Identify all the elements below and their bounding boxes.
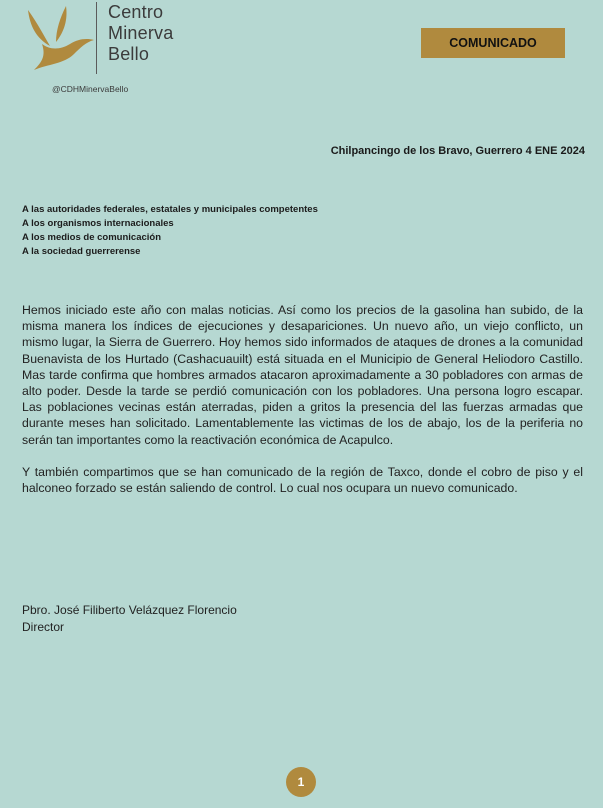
- statement-body: [22, 302, 583, 496]
- signatory-title: Director: [22, 619, 65, 634]
- dove-logo-icon: [20, 4, 100, 72]
- org-name-line: Minerva: [108, 23, 174, 43]
- org-name-line: Centro: [108, 2, 164, 22]
- social-handle: @CDHMinervaBello: [52, 84, 129, 94]
- recipient-line: A los organismos internacionales: [22, 218, 174, 229]
- org-name: [108, 2, 173, 65]
- signature-block: [22, 602, 237, 635]
- signatory-name: Pbro. José Filiberto Velázquez Florencio: [22, 603, 237, 617]
- comunicado-badge: COMUNICADO: [421, 28, 565, 58]
- body-paragraph: Y también compartimos que se han comunicado de la región de Taxco, donde el cobro de piso y el halconeo forzado se están saliendo de control. Lo cual nos ocupara un nuevo comunicado.: [22, 464, 583, 496]
- recipient-line: A la sociedad guerrerense: [22, 246, 141, 257]
- recipients-list: [22, 203, 318, 259]
- place-date: Chilpancingo de los Bravo, Guerrero 4 ENE 2024: [330, 145, 585, 157]
- recipient-line: A las autoridades federales, estatales y municipales competentes: [22, 204, 318, 215]
- org-name-line: Bello: [108, 44, 150, 64]
- logo-divider: [96, 2, 97, 74]
- page-number: 1: [286, 767, 316, 797]
- body-paragraph: Hemos iniciado este año con malas noticias. Así como los precios de la gasolina han subido, de la misma manera los índices de ejecuciones y desapariciones. Un nuevo año, un viejo conflicto, un mismo lugar, la Sierra de Guerrero. Hoy hemos sido informados de ataques de drones a la comunidad Buenavista de los Hurtado (Cashacuauilt) está situada en el Municipio de General Heliodoro Castillo. Mas tarde confirma que hombres armados atacaron aproximadamente a 30 pobladores con armas de alto poder. Desde la tarde se perdió comunicación con los pobladores. Una persona logro escapar. Las poblaciones vecinas están aterradas, piden a gritos la presencia del las fuerzas armadas que durante meses han solicitado. Lamentablemente las victimas de los de abajo, los de la periferia no serán tan importantes como la reactivación económica de Acapulco.: [22, 303, 583, 447]
- recipient-line: A los medios de comunicación: [22, 232, 162, 243]
